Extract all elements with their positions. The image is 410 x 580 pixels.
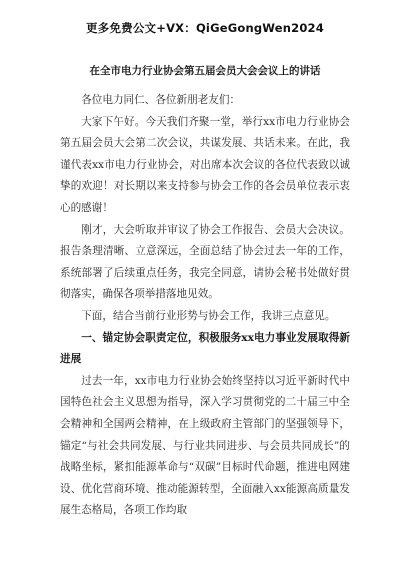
- section-heading: 一、锚定协会职责定位，积极服务xx电力事业发展取得新进展: [60, 331, 350, 366]
- promo-header: 更多免费公文+VX：QiGeGongWen2024: [86, 21, 324, 35]
- body-paragraph: 大家下午好。今天我们齐聚一堂，举行xx市电力行业协会第五届会员大会第二次会议，共谋发展、共话未来。在此，我谨代表xx市电力行业协会，对出席本次会议的各位代表致以诚挚的欢迎！对长期以来支持参与协会工作的各会员单位表示衷心的感谢！: [60, 115, 350, 214]
- body-paragraph: 刚才，大会听取并审议了协会工作报告、会员大会决议。报告条理清晰、立意深远，全面总结了协会过去一年的工作，系统部署了后续重点任务，我完全同意，请协会秘书处做好贯彻落实，确保各项举措落地见效。: [60, 223, 350, 301]
- body-paragraph: 下面，结合当前行业形势与协会工作，我讲三点意见。: [81, 309, 336, 322]
- speech-body: [60, 90, 350, 522]
- salutation-paragraph: 各位电力同仁、各位新朋老友们：: [81, 94, 241, 106]
- speech-title: 在全市电力行业协会第五届会员大会会议上的讲话: [89, 65, 321, 77]
- body-paragraph: 过去一年，xx市电力行业协会始终坚持以习近平新时代中国特色社会主义思想为指导，深入学习贯彻党的二十届三中全会精神和全国两会精神，在上级政府主管部门的坚强领导下，锚定“与社会共同发展、与行业共同进步、与会员共同成长”的战略坐标，紧扣能源革命与“双碳”目标时代命题，推进电网建设、优化营商环境、推动能源转型，全面融入xx能源高质量发展生态格局，各项工作均取: [60, 374, 350, 517]
